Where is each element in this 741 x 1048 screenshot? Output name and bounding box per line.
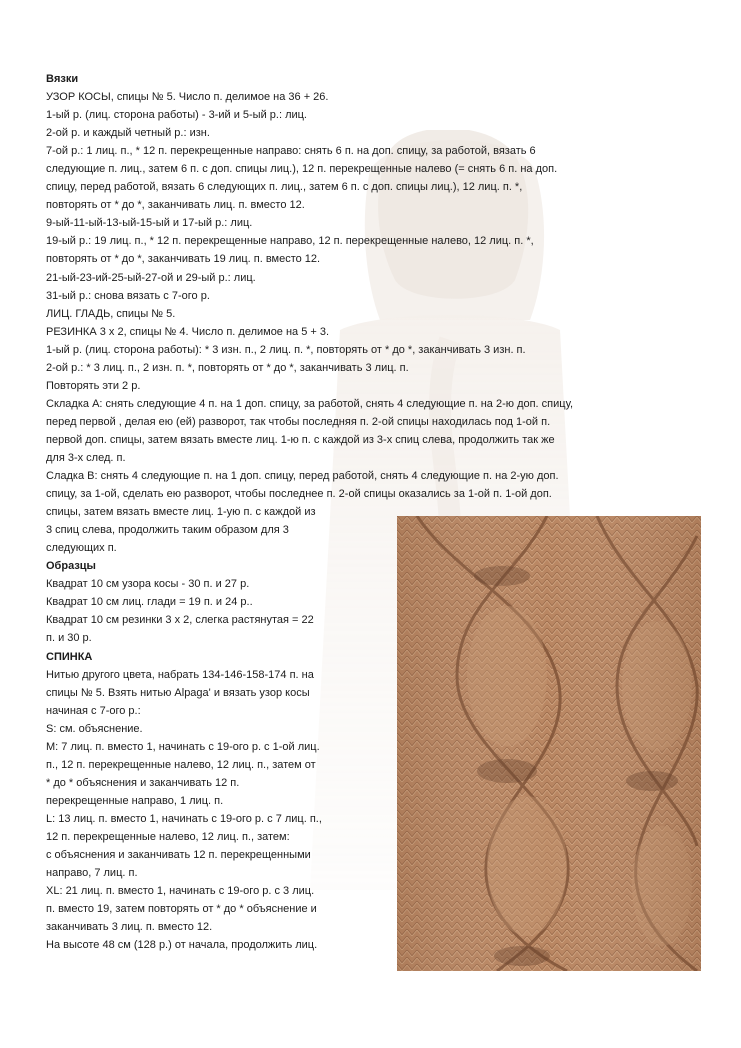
text-line: перекрещенные направо, 1 лиц. п. xyxy=(46,794,224,807)
cable-knit-sample-photo xyxy=(397,516,701,971)
text-line: 2-ой р.: * 3 лиц. п., 2 изн. п. *, повторять от * до *, заканчивать 3 лиц. п. xyxy=(46,361,409,374)
text-line: S: см. объяснение. xyxy=(46,722,143,735)
text-line: п. вместо 19, затем повторять от * до * объяснение и xyxy=(46,903,317,916)
text-line: 3 спиц слева, продолжить таким образом для 3 xyxy=(46,524,289,537)
text-line: заканчивать 3 лиц. п. вместо 12. xyxy=(46,921,213,934)
text-line: XL: 21 лиц. п. вместо 1, начинать с 19-ого р. с 3 лиц. xyxy=(46,885,315,898)
text-line: L: 13 лиц. п. вместо 1, начинать с 19-ого р. с 7 лиц. п., xyxy=(46,812,322,825)
section-heading: Вязки xyxy=(46,73,79,85)
text-line: спицу, перед работой, вязать 6 следующих п. лиц., затем 6 п. с доп. спицы лиц.), 12 лиц. п. *, xyxy=(46,181,523,194)
text-line: Квадрат 10 см лиц. глади = 19 п. и 24 р.. xyxy=(46,596,253,609)
text-line: направо, 7 лиц. п. xyxy=(46,867,138,880)
text-line: 7-ой р.: 1 лиц. п., * 12 п. перекрещенные направо: снять 6 п. на доп. спицу, за работой, вязать 6 xyxy=(46,145,536,158)
text-line: первой доп. спицы, затем вязать вместе лиц. 1-ю п. с каждой из 3-х спиц слева, продолжить так же xyxy=(46,433,555,446)
text-line: 9-ый-11-ый-13-ый-15-ый и 17-ый р.: лиц. xyxy=(46,217,253,230)
text-line: ЛИЦ. ГЛАДЬ, спицы № 5. xyxy=(46,307,176,320)
text-line: следующие п. лиц., затем 6 п. с доп. спицы лиц.), 12 п. перекрещенные налево (= снять 6 п. на доп. xyxy=(46,163,558,176)
text-line: 12 п. перекрещенные налево, 12 лиц. п., затем: xyxy=(46,830,290,843)
text-line: спицы, затем вязать вместе лиц. 1-ую п. с каждой из xyxy=(46,506,316,519)
text-line: повторять от * до *, заканчивать 19 лиц. п. вместо 12. xyxy=(46,253,321,266)
text-line: п. и 30 р. xyxy=(46,632,92,645)
text-line: 21-ый-23-ий-25-ый-27-ой и 29-ый р.: лиц. xyxy=(46,271,256,284)
text-line: РЕЗИНКА 3 х 2, спицы № 4. Число п. делимое на 5 + 3. xyxy=(46,325,330,338)
text-line: следующих п. xyxy=(46,542,117,555)
text-line: Квадрат 10 см резинки 3 х 2, слегка растянутая = 22 xyxy=(46,614,314,627)
text-line: Сладка В: снять 4 следующие п. на 1 доп. спицу, перед работой, снять 4 следующие п. на 2-ую доп. xyxy=(46,470,559,483)
text-line: спицу, за 1-ой, сделать ею разворот, чтобы последнее п. 2-ой спицы оказались за 1-ой п. 1-ой доп. xyxy=(46,488,552,501)
text-line: с объяснения и заканчивать 12 п. перекрещенными xyxy=(46,849,311,862)
text-line: Нитью другого цвета, набрать 134-146-158-174 п. на xyxy=(46,668,314,681)
text-line: повторять от * до *, заканчивать лиц. п. вместо 12. xyxy=(46,199,305,212)
text-line: Складка А: снять следующие 4 п. на 1 доп. спицу, за работой, снять 4 следующие п. на 2-ю доп. спицу, xyxy=(46,397,574,410)
text-line: 19-ый р.: 19 лиц. п., * 12 п. перекрещенные направо, 12 п. перекрещенные налево, 12 лиц. п. *, xyxy=(46,235,534,248)
text-line: начиная с 7-ого р.: xyxy=(46,704,141,717)
text-line: На высоте 48 см (128 р.) от начала, продолжить лиц. xyxy=(46,939,318,952)
text-line: М: 7 лиц. п. вместо 1, начинать с 19-ого р. с 1-ой лиц. xyxy=(46,740,320,753)
text-line: Квадрат 10 см узора косы - 30 п. и 27 р. xyxy=(46,578,250,591)
text-line: для 3-х след. п. xyxy=(46,451,126,464)
text-line: УЗОР КОСЫ, спицы № 5. Число п. делимое на 36 + 26. xyxy=(46,91,329,104)
text-line: Повторять эти 2 р. xyxy=(46,379,141,392)
text-line: спицы № 5. Взять нитью Alpaga' и вязать узор косы xyxy=(46,686,310,699)
text-line: перед первой , делая ею (ей) разворот, так чтобы последняя п. 2-ой спицы находилась под 1-ой п. xyxy=(46,415,551,428)
section-heading: Образцы xyxy=(46,560,96,573)
text-line: * до * объяснения и заканчивать 12 п. xyxy=(46,776,240,789)
text-line: 1-ый р. (лиц. сторона работы): * 3 изн. п., 2 лиц. п. *, повторять от * до *, заканчивать 3 изн. п. xyxy=(46,343,526,356)
text-line: 2-ой р. и каждый четный р.: изн. xyxy=(46,127,210,140)
section-heading: СПИНКА xyxy=(46,650,93,663)
text-line: 31-ый р.: снова вязать с 7-ого р. xyxy=(46,289,210,302)
text-line: 1-ый р. (лиц. сторона работы) - 3-ий и 5-ый р.: лиц. xyxy=(46,109,307,122)
text-line: п., 12 п. перекрещенные налево, 12 лиц. п., затем от xyxy=(46,758,316,771)
